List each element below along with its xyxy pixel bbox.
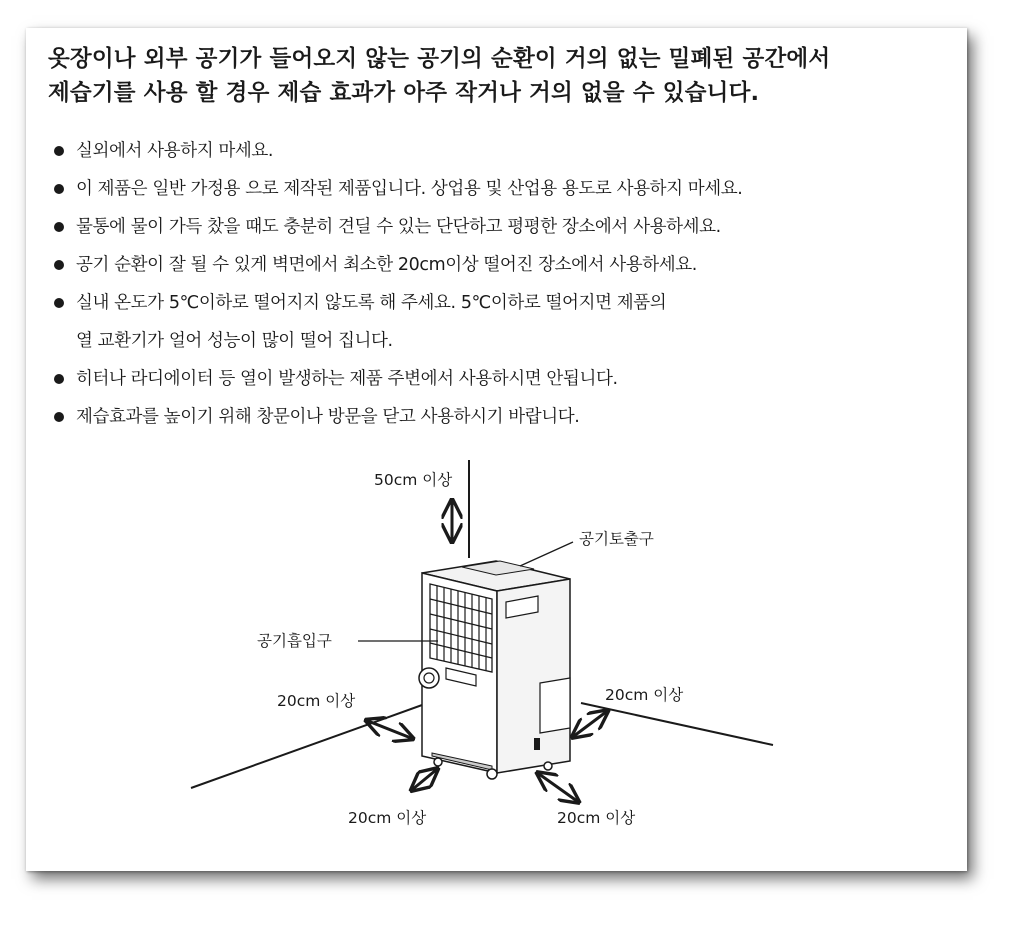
front-left-clearance-label: 20cm 이상 bbox=[348, 809, 427, 827]
list-item-text: 히터나 라디에이터 등 열이 발생하는 제품 주변에서 사용하시면 안됩니다. bbox=[76, 369, 618, 389]
list-item-continuation: 열 교환기가 얼어 성능이 많이 떨어 집니다. bbox=[76, 331, 393, 351]
air-outlet-label: 공기토출구 bbox=[579, 530, 654, 548]
list-item-text: 이 제품은 일반 가정용 으로 제작된 제품입니다. 상업용 및 산업용 용도로 사용하지 마세요. bbox=[76, 179, 743, 199]
installation-clearance-diagram bbox=[26, 28, 967, 871]
instruction-page bbox=[26, 28, 967, 871]
left-clearance-label: 20cm 이상 bbox=[277, 692, 356, 710]
list-item-text: 실외에서 사용하지 마세요. bbox=[76, 141, 274, 161]
air-inlet-label: 공기흡입구 bbox=[257, 632, 332, 650]
left-wall-line bbox=[191, 700, 436, 788]
list-item-text: 실내 온도가 5℃이하로 떨어지지 않도록 해 주세요. 5℃이하로 떨어지면 제품의 bbox=[76, 293, 667, 313]
list-item-text: 물통에 물이 가득 찼을 때도 충분히 견딜 수 있는 단단하고 평평한 장소에서 사용하세요. bbox=[76, 217, 721, 237]
right-clearance-label: 20cm 이상 bbox=[605, 686, 684, 704]
list-item-text: 공기 순환이 잘 될 수 있게 벽면에서 최소한 20cm이상 떨어진 장소에서 사용하세요. bbox=[76, 255, 697, 275]
right-wall-line bbox=[581, 703, 773, 745]
left-clearance-arrow bbox=[368, 721, 411, 738]
heading-line-2: 제습기를 사용 할 경우 제습 효과가 아주 작거나 거의 없을 수 있습니다. bbox=[48, 80, 760, 106]
top-clearance-label: 50cm 이상 bbox=[374, 471, 453, 489]
dehumidifier-icon bbox=[419, 561, 570, 779]
list-item-text: 제습효과를 높이기 위해 창문이나 방문을 닫고 사용하시기 바랍니다. bbox=[76, 407, 580, 427]
front-right-clearance-arrow bbox=[539, 774, 577, 801]
heading-line-1: 옷장이나 외부 공기가 들어오지 않는 공기의 순환이 거의 없는 밀폐된 공간에서 bbox=[48, 46, 831, 72]
front-left-clearance-arrow bbox=[413, 770, 436, 789]
front-right-clearance-label: 20cm 이상 bbox=[557, 809, 636, 827]
right-clearance-arrow bbox=[574, 712, 606, 736]
outlet-leader-line bbox=[520, 542, 573, 566]
